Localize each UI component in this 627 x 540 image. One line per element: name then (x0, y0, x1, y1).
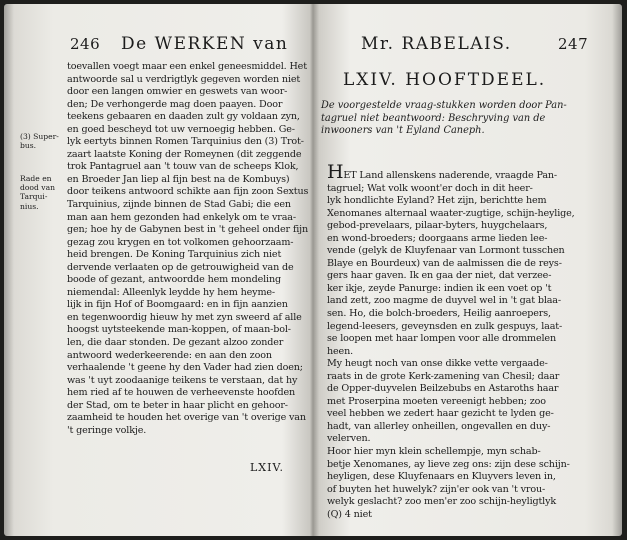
text-line: My heugt noch van onse dikke vette vergaade- (327, 358, 548, 370)
text-line: antwoord wederkeerende: en aan den zoon (67, 349, 272, 361)
text-line: niemendal: Alleenlyk leydde hy hem heyme- (67, 286, 276, 298)
text-line: man aan hem gezonden had enkelyk om te vraa- (67, 211, 296, 223)
text-line: gezag zou krygen en tot volkomen gehoorzaam- (67, 236, 294, 248)
text-line: heen. (327, 345, 354, 357)
text-line: boode of gezant, antwoordde hem mondeling (67, 274, 281, 286)
right-body-text (327, 161, 575, 521)
text-line: velerven. (327, 433, 371, 445)
text-line: raats in de grote Kerk-zamening van Chesil; daar (327, 370, 560, 382)
text-line: door teikens antwoord schikte aan fijn zoon Sextus (67, 186, 309, 198)
text-line: teekens gebaaren en daaden zult gy voldaan zyn, (67, 111, 300, 123)
left-body-text (67, 61, 308, 437)
text-line: door een langen omwier en geswets van woor- (67, 86, 288, 98)
text-line: lyk hondlichte Eyland? Het zijn, berichtte hem (327, 195, 547, 207)
text-line: lijk in fijn Hof of Boomgaard: en in fijn aanzien (67, 299, 288, 311)
summary-line: inwooners van 't Eyland Caneph. (321, 125, 485, 136)
left-signature-mark: LXIV. (250, 461, 284, 474)
text-line: betje Xenomanes, ay lieve zeg ons: zijn dese schijn- (327, 458, 570, 470)
margin-note-tarquinius (20, 174, 55, 211)
text-line: len, die daar stonden. De gezant alzoo zonder (67, 337, 284, 349)
text-line: heyligen, dese Kluyfenaars en Kluyvers leven in, (327, 471, 556, 483)
book-spread (4, 4, 622, 536)
text-line: dervende verlaaten op de getrouwigheid van de (67, 261, 294, 273)
margin-note-superbus (20, 132, 59, 150)
text-line: zaart laatste Koning der Romeynen (dit zeggende (67, 148, 302, 160)
left-page (4, 4, 309, 536)
text-line: Tarquinius, zijnde binnen de Stad Gabi; die een (67, 199, 291, 211)
summary-line: De voorgestelde vraag-stukken worden door Pan- (321, 100, 567, 111)
text-line: en tegenwoordig hieuw hy met zyn sweerd af alle (67, 311, 302, 323)
text-line: (Q) 4 niet (327, 508, 372, 520)
text-line: 't geringe volkje. (67, 424, 147, 436)
text-line: of buyten het huwelyk? zijn'er ook van 't vrou- (327, 483, 546, 495)
text-line: der Stad, om te beter in haar plicht en gehoor- (67, 399, 288, 411)
text-line: en Broeder Jan liep al fijn best na de Kombuys) (67, 173, 290, 185)
text-line: legend-leesers, geveynsden en zulk gespuys, laat- (327, 320, 563, 332)
chapter-summary (321, 100, 567, 138)
text-line: en wond-broeders; doorgaans arme lieden lee- (327, 232, 548, 244)
text-line: tagruel; Wat volk woont'er doch in dit heer- (327, 182, 533, 194)
text-line: trok Pantagruel aan 't touw van de scheeps Klok, (67, 161, 299, 173)
left-running-head: De WERKEN van (121, 34, 289, 54)
text-line: den; De verhongerde mag doen paayen. Door (67, 98, 283, 110)
text-line: gen; hoe hy de Gabynen best in 't geheel onder fijn (67, 224, 308, 236)
text-line: hadt, van allerley onheillen, ongevallen en duy- (327, 420, 551, 432)
drop-capital: H (327, 161, 344, 183)
text-line: gers haar gaven. Ik en gaa der niet, dat verzee- (327, 270, 552, 282)
text-line: sen. Ho, die bolch-broeders, Heilig aanroepers, (327, 308, 551, 320)
summary-line: tagruel niet beantwoord: Beschryving van de (321, 112, 546, 124)
text-line: ker ikje, zeyde Panurge: indien ik een voet op 't (327, 282, 552, 294)
text-line: Blaye en Bourdeux) van de aalmissen die de reys- (327, 257, 562, 269)
margin-note-line: Tarqui- (20, 192, 48, 202)
right-page-number: 247 (558, 35, 589, 53)
margin-note-line: (3) Super- (20, 132, 59, 141)
text-line: veel hebben we zedert haar gezicht te lyden ge- (327, 408, 554, 420)
text-line: lyk eertyts binnen Romen Tarquinius den (3) Trot- (67, 136, 304, 148)
text-line: en goed bescheyd tot uw vernoegig hebben. Ge- (67, 123, 295, 135)
margin-note-line: bus. (20, 141, 37, 151)
text-line: se loopen met haar lompen voor alle drommelen (327, 333, 556, 345)
text-line: land zett, zoo magme de duyvel wel in 't gat blaa- (327, 295, 561, 307)
text-line: hoogst uytsteekende man-koppen, of maan-bol- (67, 324, 291, 336)
text-line: Xenomanes alternaal waater-zugtige, schijn-heylige, (327, 207, 575, 219)
right-page (313, 4, 622, 536)
text-line-rest: ET Land allenskens naderende, vraagde Pan- (343, 170, 558, 181)
right-running-head: Mr. RABELAIS. (361, 34, 512, 54)
text-line: vende (gelyk de Kluyfenaar van Lormont tusschen (327, 245, 565, 257)
text-line: toevallen voegt maar een enkel geneesmiddel. Het (67, 61, 307, 72)
text-line: hem ried af te houwen de verheevenste hoofden (67, 387, 296, 399)
text-line: verhaalende 't geene hy den Vader had zien doen; (67, 362, 303, 374)
text-line: de Opper-duyvelen Beilzebubs en Astaroths haar (327, 383, 559, 395)
text-line: was 't uyt zoodaanige teikens te verstaan, dat hy (67, 374, 298, 386)
text-line: heid brengen. De Koning Tarquinius zich niet (67, 249, 282, 261)
text-line: met Proserpina moeten vereenigt hebben; zoo (327, 395, 546, 407)
margin-note-line: nius. (20, 201, 39, 211)
margin-note-line: Rade en (20, 174, 52, 183)
text-line: gebod-prevelaars, pilaar-byters, huygchelaars, (327, 220, 548, 232)
margin-note-line: dood van (20, 183, 55, 193)
text-line (327, 161, 575, 183)
chapter-heading: LXIV. HOOFTDEEL. (343, 70, 547, 90)
text-line: zaamheid te houden het overige van 't overige van (67, 412, 306, 424)
text-line: welyk geslacht? zoo men'er zoo schijn-heyligtlyk (327, 496, 557, 508)
text-line: antwoorde sal u verdrigtlyk gegeven worden niet (67, 73, 301, 85)
text-line: Hoor hier myn klein schellempje, myn schab- (327, 446, 541, 458)
left-page-number: 246 (70, 35, 101, 53)
